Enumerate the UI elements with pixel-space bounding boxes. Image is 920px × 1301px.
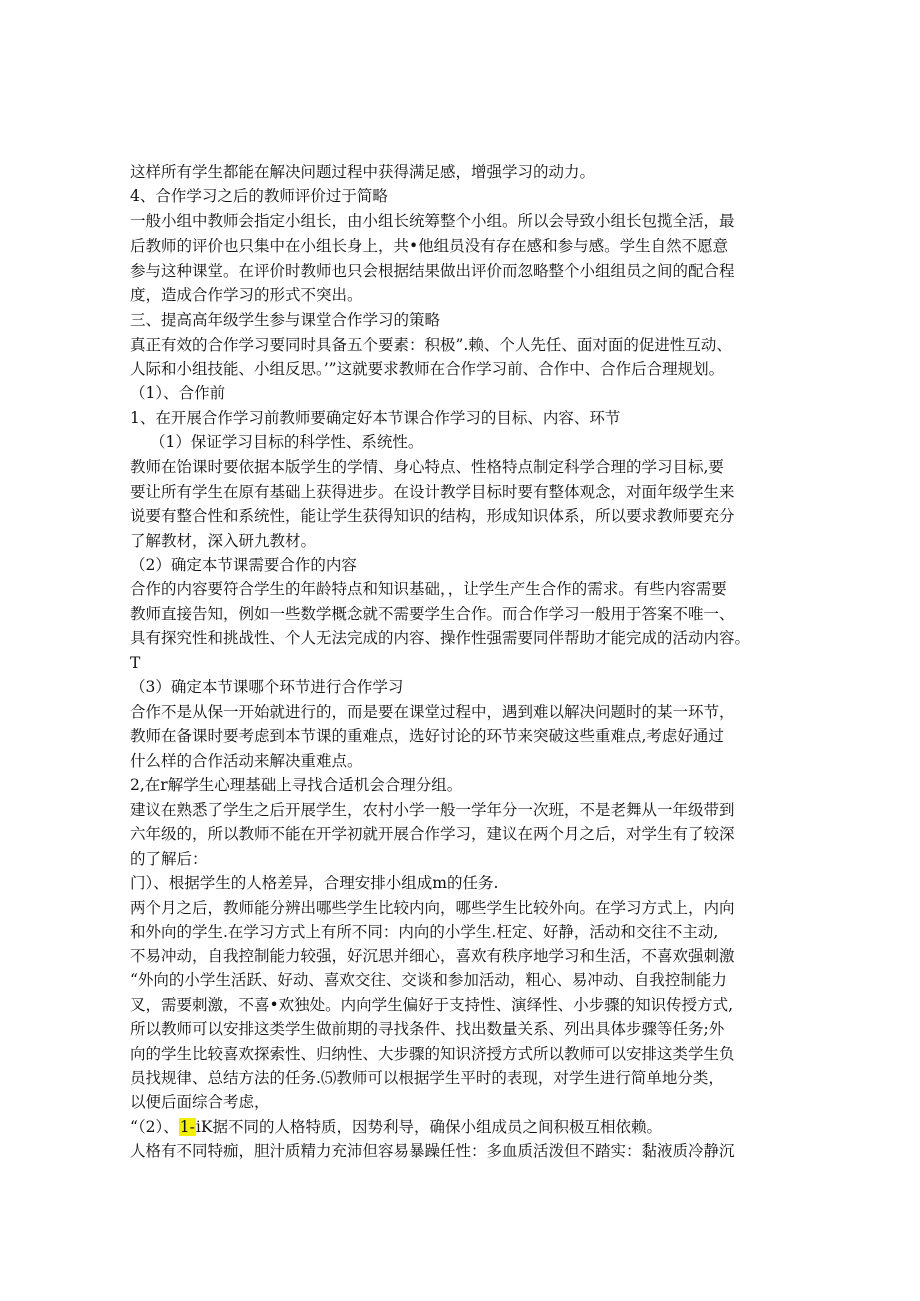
text-line: 人格有不同特痂，胆汁质精力充沛但容易暴躁任性：多血质活泼但不踏实：黏液质冷静沉	[130, 1142, 735, 1160]
text-line: 两个月之后，教师能分辨出哪些学生比较内向，哪些学生比较外向。在学习方式上，内向	[130, 899, 735, 917]
text-line: 的了解后：	[130, 850, 208, 868]
subheading: （1）、合作前	[130, 384, 226, 402]
section-heading: 三、提高高年级学生参与课堂合作学习的策略	[130, 311, 441, 329]
text-line: 不易冲动，自我控制能力较强，好沉思并细心，喜欢有秩序地学习和生活，不喜欢强刺激	[130, 947, 735, 965]
text-line: 真正有效的合作学习要同时具备五个要素：积极”.赖、个人先任、面对面的促进性互动、	[130, 336, 732, 354]
text-line: 人际和小组技能、小组反思。’”这就要求教师在合作学习前、合作中、合作后合理规划。	[130, 360, 725, 378]
text-line: 和外向的学生.在学习方式上有所不同：内向的小学生.枉定、好静，活动和交往不主动,	[130, 923, 719, 941]
subheading-text: iK据不同的人格特质，因势利导，确保小组成员之间积极互相依赖。	[195, 1118, 662, 1136]
text-line: 所以教师可以安排这类学生做前期的寻找条件、找出数量关系、列出具体步骤等任务;外	[130, 1020, 725, 1038]
text-line: 一般小组中教师会指定小组长，由小组长统筹整个小组。所以会导致小组长包揽全活，最	[130, 212, 735, 230]
subheading-highlighted	[130, 1116, 662, 1138]
subheading: （2）确定本节课需要合作的内容	[130, 556, 357, 574]
text-line: T	[130, 654, 141, 672]
subheading: 2,在r解学生心理基础上寻找合适机会合理分组。	[130, 776, 463, 794]
text-line: 叉，需要刺激，不喜•欢独处。内向学生偏好于支持性、演绎性、小步骤的知识传授方式,	[130, 996, 734, 1014]
text-line: 建议在熟悉了学生之后开展学生，农村小学一般一学年分一次班，不是老舞从一年级带到	[130, 801, 735, 819]
text-line: 度，造成合作学习的形式不突出。	[130, 286, 363, 304]
text-line: 以便后面综合考虑，	[130, 1093, 270, 1111]
text-line: 合作不是从保一开始就进行的，而是要在课堂过程中，遇到难以解决问题时的某一环节，	[130, 703, 735, 721]
text-line: 员找规律、总结方法的任务.⑸教师可以根据学生平时的表现，对学生进行简单地分类，	[130, 1069, 724, 1087]
text-line: 教师在备课时要考虑到本节课的重难点，选好讨论的环节来突破这些重难点,考虑好通过	[130, 727, 724, 745]
subheading-prefix: “（2）、	[130, 1118, 179, 1136]
text-line: 说要有整合性和系统性，能让学生获得知识的结构，形成知识体系，所以要求教师要充分	[130, 507, 735, 525]
subheading: 1、在开展合作学习前教师要确定好本节课合作学习的目标、内容、环节	[130, 409, 621, 427]
section-heading: 4、合作学习之后的教师评价过于简略	[130, 187, 388, 205]
text-line: 教师在饴课时要依据本版学生的学情、身心特点、性格特点制定科学合理的学习目标,要	[130, 458, 724, 476]
subheading: （3）确定本节课哪个环节进行合作学习	[130, 678, 404, 696]
text-line: 参与这种课堂。在评价时教师也只会根据结果做出评价而忽略整个小组组员之间的配合程	[130, 262, 735, 280]
subheading: （1）保证学习目标的科学性、系统性。	[150, 433, 424, 451]
text-line: 六年级的，所以教师不能在开学初就开展合作学习，建议在两个月之后，对学生有了较深	[130, 825, 735, 843]
text-line: 要让所有学生在原有基础上获得进步。在设计教学目标时要有整体观念，对面年级学生来	[130, 483, 735, 501]
highlight-mark: 1-	[179, 1118, 195, 1136]
text-line: 具有探究性和挑战性、个人无法完成的内容、操作性强需要同伴帮助才能完成的活动内容。	[130, 629, 751, 647]
text-line: 了解教材，深入研九教材。	[130, 532, 317, 550]
text-line: 教师直接告知，例如一些数学概念就不需要学生合作。而合作学习一般用于答案不唯一、	[130, 605, 735, 623]
text-line: 向的学生比较喜欢探索性、归纳性、大步骤的知识济授方式所以教师可以安排这类学生负	[130, 1045, 735, 1063]
text-line: “外向的小学生活跃、好动、喜欢交往、交谈和参加活动，粗心、易冲动、自我控制能力	[130, 971, 727, 989]
text-line: 后教师的评价也只集中在小组长身上，共•他组员没有存在感和参与感。学生自然不愿意	[130, 237, 729, 255]
subheading: 门）、根据学生的人格差异，合理安排小组成m的任务.	[130, 874, 499, 892]
text-line: 什么样的合作活动来解决重难点。	[130, 752, 363, 770]
text-line: 这样所有学生都能在解决问题过程中获得满足感，增强学习的动力。	[130, 163, 596, 181]
text-line: 合作的内容要符合学生的年龄特点和知识基础，，让学生产生合作的需求。有些内容需要	[130, 580, 727, 598]
